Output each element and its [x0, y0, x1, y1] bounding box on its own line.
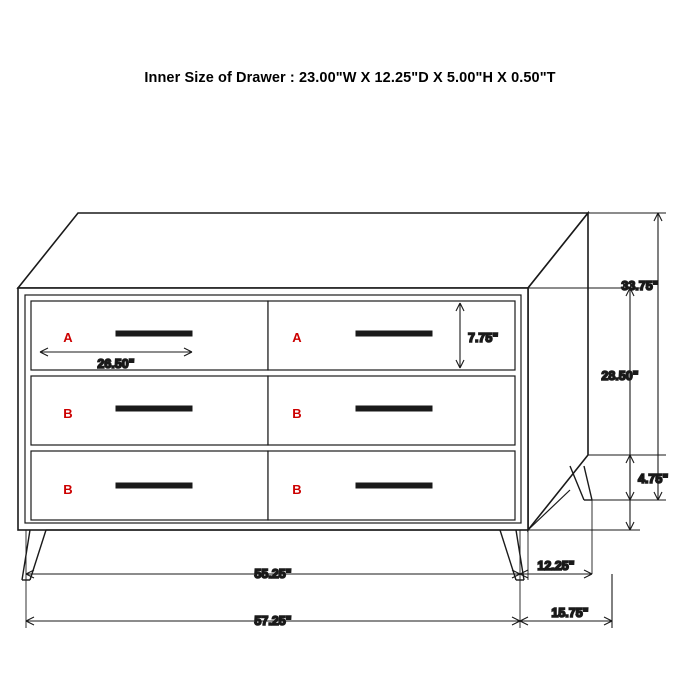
dimension-label-overall-depth: 15.75" [551, 606, 589, 620]
dimension-label-drawer-width: 26.50" [97, 357, 135, 371]
drawer-handle-bottom-right [356, 483, 432, 488]
drawer-label-middle-left: B [63, 406, 73, 421]
drawer-handle-middle-right [356, 406, 432, 411]
dimension-leg-height [626, 455, 634, 500]
drawer-handle-middle-left [116, 406, 192, 411]
dimension-label-leg-height: 4.75" [638, 472, 669, 486]
dresser-top-surface [18, 213, 588, 288]
drawer-label-bottom-right: B [292, 482, 302, 497]
drawer-label-bottom-left: B [63, 482, 73, 497]
dimension-label-front-width: 55.25" [254, 567, 292, 581]
drawer-label-top-left: A [63, 330, 73, 345]
drawer-label-middle-right: B [292, 406, 302, 421]
page-title: Inner Size of Drawer : 23.00"W X 12.25"D X 5.00"H X 0.50"T [144, 70, 556, 86]
dimension-label-overall-width: 57.25" [254, 614, 292, 628]
dimension-overall-height [654, 213, 662, 500]
drawer-handle-bottom-left [116, 483, 192, 488]
drawer-label-top-right: A [292, 330, 302, 345]
drawer-handle-top-left [116, 331, 192, 336]
dimension-label-drawer-front-height: 7.75" [468, 331, 499, 345]
dimension-label-case-height: 28.50" [601, 369, 639, 383]
dimension-label-overall-height: 33.75" [621, 279, 659, 293]
dimension-label-side-depth: 12.25" [537, 559, 575, 573]
drawer-handle-top-right [356, 331, 432, 336]
